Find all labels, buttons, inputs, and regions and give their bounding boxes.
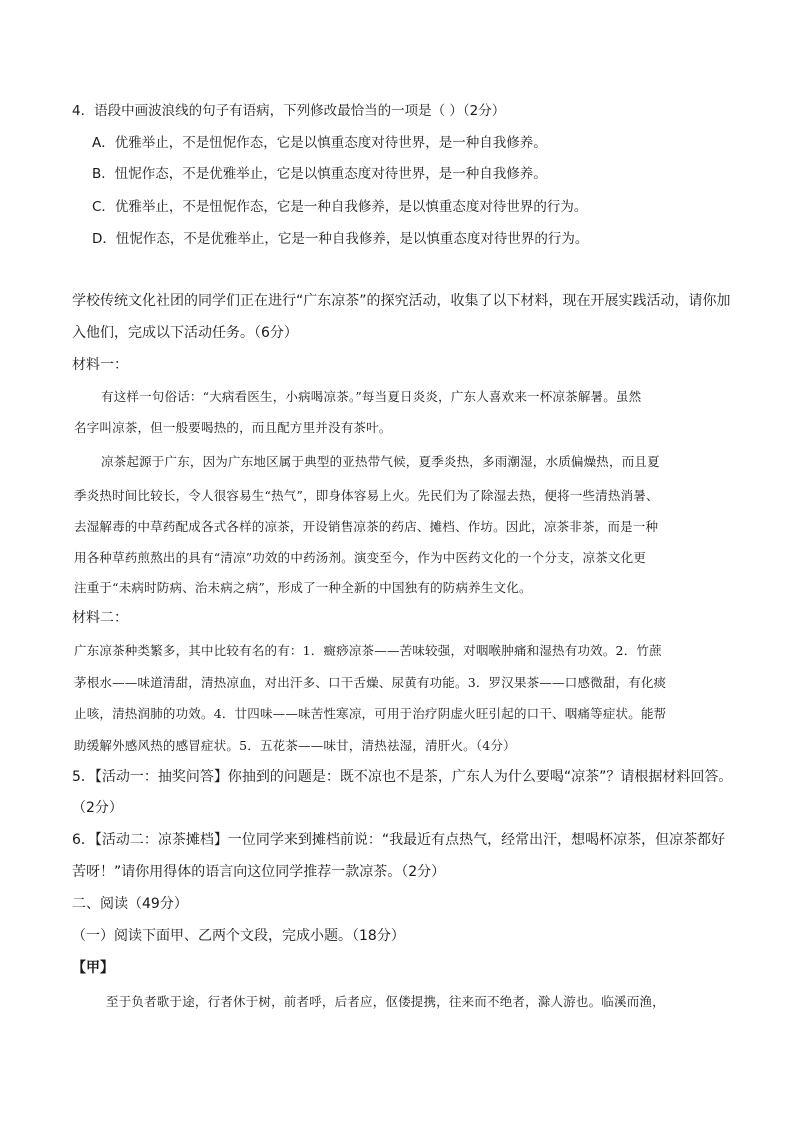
question-4-option-d: D．忸怩作态，不是优雅举止，它是一种自我修养，是以慎重态度对待世界的行为。 [92,231,589,247]
activity-intro-line-1: 学校传统文化社团的同学们正在进行“广东凉茶”的探究活动，收集了以下材料，现在开展实践活动，请你加 [72,293,731,309]
material-1-line: 凉茶起源于广东，因为广东地区属于典型的亚热带气候，夏季炎热，多雨潮湿，水质偏燥热，而且夏 [101,454,660,469]
material-2-label: 材料二： [72,610,128,626]
passage-jia-line: 至于负者歌于途，行者休于树，前者呼，后者应，伛偻提携，往来而不绝者，滁人游也。临溪而渔， [106,994,665,1009]
material-2-line: 广东凉茶种类繁多，其中比较有名的有：1．癍痧凉茶——苦味较强，对咽喉肿痛和湿热有功效。2．竹蔗 [74,643,662,658]
question-4-stem: 4．语段中画波浪线的句子有语病，下列修改最恰当的一项是（ ）（2分） [72,103,506,119]
question-4-option-a: A．优雅举止，不是忸怩作态，它是以慎重态度对待世界，是一种自我修养。 [92,135,547,151]
question-6-line-2: 苦呀！”请你用得体的语言向这位同学推荐一款凉茶。（2分） [72,864,446,880]
material-1-line: 名字叫凉茶，但一般要喝热的，而且配方里并没有茶叶。 [74,420,392,435]
activity-intro-line-2: 入他们，完成以下活动任务。（6分） [72,325,298,341]
material-2-line: 茅根水——味道清甜，清热凉血，对出汗多、口干舌燥、尿黄有功能。3．罗汉果茶——口感微甜，有化痰 [74,675,667,690]
question-5-line-2: （2分） [72,800,123,816]
material-1-line: 去湿解毒的中草药配成各式各样的凉茶，开设销售凉茶的药店、摊档、作坊。因此，凉茶非茶，而是一种 [74,519,659,534]
question-6-line-1: 6．【活动二：凉茶摊档】一位同学来到摊档前说：“我最近有点热气，经常出汗，想喝杯凉茶，但凉茶都好 [72,832,726,848]
material-1-line: 用各种草药煎熬出的具有“清凉”功效的中药汤剂。演变至今，作为中医药文化的一个分支，凉茶文化更 [74,550,646,565]
section-2-heading: 二、阅读（49分） [72,896,188,912]
material-1-line: 季炎热时间比较长，令人很容易生“热气”，即身体容易上火。先民们为了除湿去热，便将一些清热消暑、 [74,488,659,503]
material-1-label: 材料一： [72,357,128,373]
question-5-line-1: 5．【活动一：抽奖问答】你抽到的问题是：既不凉也不是茶，广东人为什么要喝“凉茶”？请根据材料回答。 [72,769,733,785]
material-1-line: 注重于“未病时防病、治未病之病”，形成了一种全新的中国独有的防病养生文化。 [74,580,532,595]
material-2-line: 助缓解外感风热的感冒症状。5．五花茶——味甘，清热祛湿，清肝火。（4分） [74,738,516,753]
material-2-line: 止咳，清热润肺的功效。4．廿四味——味苦性寒凉，可用于治疗阴虚火旺引起的口干、咽痛等症状。能帮 [74,706,667,721]
passage-jia-label: 【甲】 [72,960,114,976]
question-4-option-b: B．忸怩作态，不是优雅举止，它是以慎重态度对待世界，是一种自我修养。 [92,166,547,182]
question-4-option-c: C．优雅举止，不是忸怩作态，它是一种自我修养，是以慎重态度对待世界的行为。 [92,199,588,215]
subsection-1-heading: （一）阅读下面甲、乙两个文段，完成小题。（18分） [72,928,405,944]
material-1-line: 有这样一句俗话：“大病看医生，小病喝凉茶。”每当夏日炎炎，广东人喜欢来一杯凉茶解暑。虽然 [101,389,642,404]
